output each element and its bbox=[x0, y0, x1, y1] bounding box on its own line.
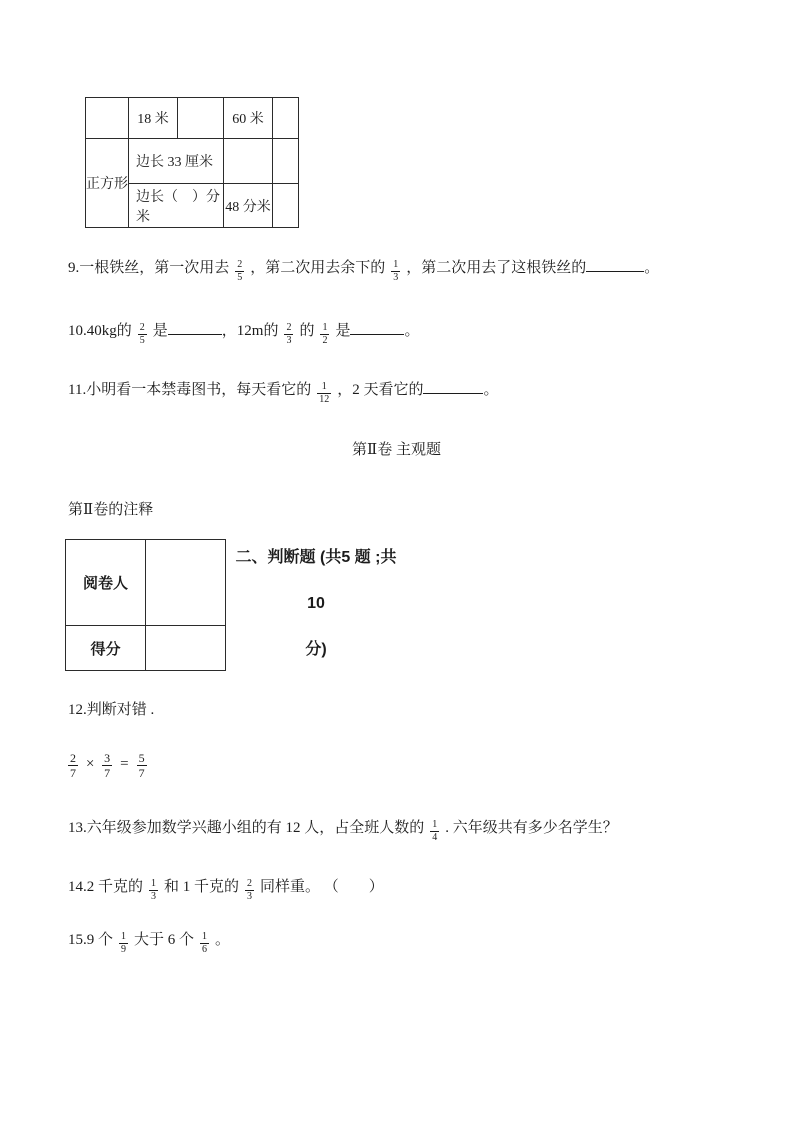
equals-operator: = bbox=[120, 756, 129, 772]
question-text: ，第二次用去余下的 bbox=[250, 260, 386, 276]
fraction-numerator: 1 bbox=[121, 931, 127, 942]
dimensions-table bbox=[85, 97, 299, 228]
fraction-denominator: 7 bbox=[70, 766, 76, 780]
question-9 bbox=[68, 252, 659, 284]
table-cell bbox=[273, 184, 299, 228]
fraction-numerator: 2 bbox=[70, 751, 76, 765]
fraction-denominator: 6 bbox=[202, 944, 208, 955]
fraction bbox=[320, 323, 329, 346]
fraction-numerator: 2 bbox=[237, 259, 243, 270]
fraction bbox=[245, 879, 254, 902]
fraction-numerator: 2 bbox=[139, 322, 145, 333]
fraction bbox=[317, 382, 331, 405]
question-text: 12.判断对错 . bbox=[68, 702, 155, 718]
question-13 bbox=[68, 812, 618, 844]
fraction bbox=[138, 323, 147, 346]
equation-12 bbox=[68, 748, 151, 780]
fraction bbox=[284, 323, 293, 346]
question-text: 10.40kg的 bbox=[68, 323, 132, 339]
question-text: 是 bbox=[335, 323, 351, 339]
question-10 bbox=[68, 315, 420, 347]
fraction-denominator: 2 bbox=[322, 335, 328, 346]
fraction-numerator: 2 bbox=[247, 878, 253, 889]
question-text: ，第二次用去了这根铁丝的 bbox=[406, 260, 587, 276]
section-2-heading-line1: 二、判断题 (共5 题 ;共10 bbox=[235, 549, 397, 612]
question-15 bbox=[68, 924, 230, 956]
grader-score-table bbox=[65, 539, 226, 671]
fraction bbox=[137, 752, 147, 779]
fraction-denominator: 12 bbox=[319, 394, 330, 405]
fraction-denominator: 7 bbox=[138, 766, 145, 780]
fraction-numerator: 1 bbox=[393, 259, 399, 270]
table-cell: 边长 33 厘米 bbox=[129, 139, 224, 184]
table-cell bbox=[86, 98, 129, 139]
question-text: 大于 6 个 bbox=[134, 932, 195, 948]
fraction-denominator: 3 bbox=[393, 272, 399, 283]
fraction bbox=[119, 932, 128, 955]
question-text: 的 bbox=[299, 323, 315, 339]
table-cell: 边长（ ）分米 bbox=[129, 184, 224, 228]
question-text: 是 bbox=[152, 323, 168, 339]
question-14 bbox=[68, 871, 384, 903]
fraction bbox=[102, 752, 112, 779]
question-text: ，12m的 bbox=[221, 323, 279, 339]
section-2-heading bbox=[230, 535, 402, 673]
fraction-numerator: 5 bbox=[138, 751, 145, 765]
question-text: 。 bbox=[215, 932, 231, 948]
table-cell: 60 米 bbox=[224, 98, 273, 139]
question-text: 14.2 千克的 bbox=[68, 879, 144, 895]
fraction-denominator: 4 bbox=[432, 832, 438, 843]
grader-value-cell bbox=[146, 540, 226, 626]
fraction-numerator: 1 bbox=[322, 322, 328, 333]
question-text: 11.小明看一本禁毒图书，每天看它的 bbox=[68, 382, 312, 398]
question-text: 13.六年级参加数学兴趣小组的有 12 人，占全班人数的 bbox=[68, 820, 425, 836]
question-12 bbox=[68, 694, 154, 726]
table-cell bbox=[224, 139, 273, 184]
fraction bbox=[430, 820, 439, 843]
table-cell: 48 分米 bbox=[224, 184, 273, 228]
fraction-numerator: 1 bbox=[151, 878, 157, 889]
answer-blank bbox=[350, 333, 404, 335]
question-text: 。 bbox=[404, 323, 420, 339]
part2-title: 第Ⅱ卷 主观题 bbox=[352, 442, 441, 458]
question-text: 15.9 个 bbox=[68, 932, 114, 948]
fraction-denominator: 5 bbox=[237, 272, 243, 283]
question-text: . 六年级共有多少名学生？ bbox=[445, 820, 618, 836]
fraction-numerator: 1 bbox=[321, 381, 327, 392]
fraction bbox=[391, 260, 400, 283]
part2-note: 第Ⅱ卷的注释 bbox=[68, 502, 154, 518]
question-text: ，2 天看它的 bbox=[337, 382, 424, 398]
fraction bbox=[200, 932, 209, 955]
question-text: 。 bbox=[483, 382, 499, 398]
answer-blank bbox=[586, 270, 644, 272]
fraction bbox=[235, 260, 244, 283]
fraction-denominator: 3 bbox=[151, 891, 157, 902]
multiply-operator: × bbox=[85, 756, 96, 772]
fraction-numerator: 1 bbox=[432, 819, 438, 830]
fraction bbox=[68, 752, 78, 779]
fraction-numerator: 2 bbox=[286, 322, 292, 333]
answer-blank bbox=[423, 392, 483, 394]
fraction bbox=[149, 879, 158, 902]
fraction-denominator: 3 bbox=[286, 335, 292, 346]
grader-label: 阅卷人 bbox=[66, 540, 146, 626]
section-2-heading-line2: 分) bbox=[305, 641, 327, 658]
question-11 bbox=[68, 374, 498, 406]
table-cell: 18 米 bbox=[129, 98, 178, 139]
table-cell bbox=[273, 98, 299, 139]
table-cell bbox=[178, 98, 224, 139]
fraction-denominator: 3 bbox=[247, 891, 253, 902]
question-text: 9.一根铁丝，第一次用去 bbox=[68, 260, 230, 276]
question-text: 。 bbox=[644, 260, 660, 276]
score-label: 得分 bbox=[66, 626, 146, 671]
fraction-numerator: 3 bbox=[104, 751, 111, 765]
table-cell: 正方形 bbox=[86, 139, 129, 228]
table-cell bbox=[273, 139, 299, 184]
fraction-denominator: 9 bbox=[121, 944, 127, 955]
question-text: 同样重。 （ ） bbox=[260, 879, 384, 895]
answer-blank bbox=[168, 333, 222, 335]
score-value-cell bbox=[146, 626, 226, 671]
fraction-denominator: 7 bbox=[104, 766, 111, 780]
fraction-denominator: 5 bbox=[139, 335, 145, 346]
fraction-numerator: 1 bbox=[202, 931, 208, 942]
question-text: 和 1 千克的 bbox=[164, 879, 240, 895]
